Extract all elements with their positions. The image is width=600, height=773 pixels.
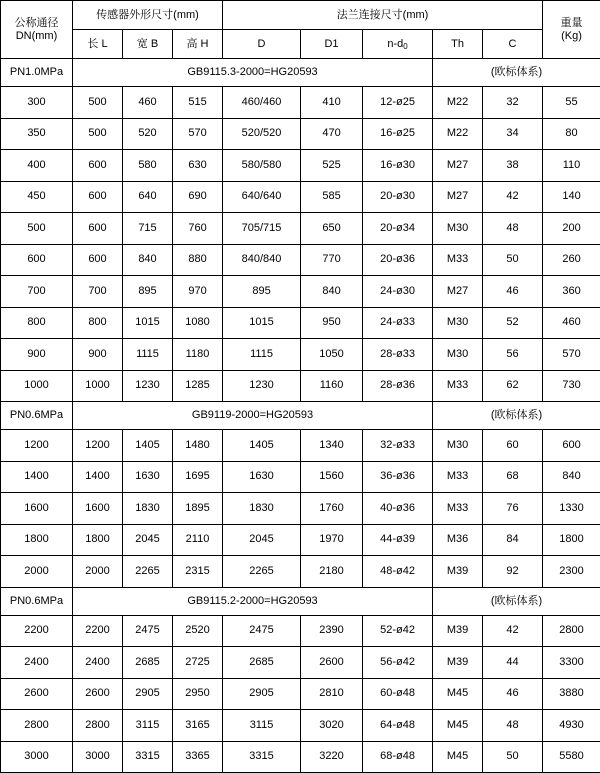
cell-width: 2475 xyxy=(123,615,173,647)
cell-dn: 2600 xyxy=(1,678,73,710)
cell-height: 2950 xyxy=(173,678,223,710)
table-row xyxy=(1,244,600,276)
cell-d1: 1560 xyxy=(301,461,363,493)
cell-d: 1230 xyxy=(223,370,301,402)
cell-length: 900 xyxy=(73,339,123,371)
table-row xyxy=(1,276,600,308)
header-col-length: 长 L xyxy=(73,30,123,59)
cell-n-d: 32-ø33 xyxy=(363,430,433,462)
cell-th: M45 xyxy=(433,678,483,710)
cell-height: 2315 xyxy=(173,556,223,588)
cell-dn: 450 xyxy=(1,181,73,213)
cell-c: 92 xyxy=(483,556,543,588)
cell-height: 3365 xyxy=(173,741,223,773)
cell-d1: 950 xyxy=(301,307,363,339)
cell-length: 800 xyxy=(73,307,123,339)
cell-dn: 1800 xyxy=(1,524,73,556)
table-row xyxy=(1,556,600,588)
cell-dn: 350 xyxy=(1,118,73,150)
cell-d: 705/715 xyxy=(223,213,301,245)
cell-length: 1600 xyxy=(73,493,123,525)
cell-length: 2600 xyxy=(73,678,123,710)
header-col-height: 高 H xyxy=(173,30,223,59)
table-row xyxy=(1,710,600,742)
table-row xyxy=(1,741,600,773)
cell-length: 1400 xyxy=(73,461,123,493)
cell-th: M39 xyxy=(433,615,483,647)
table-row xyxy=(1,493,600,525)
cell-c: 42 xyxy=(483,615,543,647)
cell-d1: 525 xyxy=(301,150,363,182)
header-col-width: 宽 B xyxy=(123,30,173,59)
cell-d: 580/580 xyxy=(223,150,301,182)
cell-width: 580 xyxy=(123,150,173,182)
cell-th: M30 xyxy=(433,307,483,339)
cell-n-d: 20-ø34 xyxy=(363,213,433,245)
cell-c: 56 xyxy=(483,339,543,371)
cell-weight: 80 xyxy=(543,118,600,150)
cell-length: 2000 xyxy=(73,556,123,588)
cell-weight: 840 xyxy=(543,461,600,493)
section-note-label: (欧标体系) xyxy=(433,59,600,87)
cell-weight: 460 xyxy=(543,307,600,339)
cell-d: 2475 xyxy=(223,615,301,647)
cell-d: 520/520 xyxy=(223,118,301,150)
cell-c: 60 xyxy=(483,430,543,462)
header-col-n-d-text: n-d xyxy=(387,38,403,50)
cell-th: M22 xyxy=(433,87,483,119)
cell-c: 44 xyxy=(483,647,543,679)
cell-width: 3315 xyxy=(123,741,173,773)
header-col-th: Th xyxy=(433,30,483,59)
cell-th: M39 xyxy=(433,647,483,679)
cell-width: 2265 xyxy=(123,556,173,588)
header-dn-line2: DN(mm) xyxy=(1,30,72,43)
header-col-n-d-sub: 0 xyxy=(403,42,407,51)
cell-dn: 1600 xyxy=(1,493,73,525)
header-dn-line1: 公称通径 xyxy=(1,17,72,30)
cell-width: 840 xyxy=(123,244,173,276)
section-pressure-label: PN0.6MPa xyxy=(1,402,73,430)
cell-n-d: 20-ø30 xyxy=(363,181,433,213)
cell-c: 68 xyxy=(483,461,543,493)
cell-n-d: 60-ø48 xyxy=(363,678,433,710)
cell-n-d: 28-ø33 xyxy=(363,339,433,371)
cell-height: 2725 xyxy=(173,647,223,679)
cell-height: 1695 xyxy=(173,461,223,493)
cell-length: 600 xyxy=(73,150,123,182)
section-note-label: (欧标体系) xyxy=(433,587,600,615)
cell-th: M22 xyxy=(433,118,483,150)
cell-weight: 2800 xyxy=(543,615,600,647)
cell-length: 1800 xyxy=(73,524,123,556)
cell-width: 2685 xyxy=(123,647,173,679)
cell-th: M30 xyxy=(433,339,483,371)
header-weight xyxy=(543,1,600,59)
table-row xyxy=(1,181,600,213)
header-group-sensor: 传感器外形尺寸(mm) xyxy=(73,1,223,30)
cell-th: M27 xyxy=(433,181,483,213)
cell-d1: 1970 xyxy=(301,524,363,556)
table-row xyxy=(1,150,600,182)
cell-weight: 110 xyxy=(543,150,600,182)
table-row xyxy=(1,118,600,150)
cell-width: 640 xyxy=(123,181,173,213)
cell-n-d: 64-ø48 xyxy=(363,710,433,742)
cell-d1: 1340 xyxy=(301,430,363,462)
cell-d1: 2390 xyxy=(301,615,363,647)
cell-n-d: 12-ø25 xyxy=(363,87,433,119)
cell-c: 38 xyxy=(483,150,543,182)
cell-dn: 2000 xyxy=(1,556,73,588)
cell-n-d: 52-ø42 xyxy=(363,615,433,647)
cell-c: 32 xyxy=(483,87,543,119)
cell-width: 715 xyxy=(123,213,173,245)
cell-height: 1285 xyxy=(173,370,223,402)
cell-d: 3315 xyxy=(223,741,301,773)
cell-weight: 1330 xyxy=(543,493,600,525)
cell-th: M30 xyxy=(433,213,483,245)
cell-dn: 2800 xyxy=(1,710,73,742)
cell-n-d: 28-ø36 xyxy=(363,370,433,402)
header-weight-line1: 重量 xyxy=(543,17,600,30)
cell-d: 1830 xyxy=(223,493,301,525)
cell-d1: 770 xyxy=(301,244,363,276)
header-col-d: D xyxy=(223,30,301,59)
section-note-label: (欧标体系) xyxy=(433,402,600,430)
cell-c: 84 xyxy=(483,524,543,556)
cell-height: 690 xyxy=(173,181,223,213)
cell-weight: 570 xyxy=(543,339,600,371)
cell-d1: 1050 xyxy=(301,339,363,371)
cell-width: 3115 xyxy=(123,710,173,742)
cell-weight: 55 xyxy=(543,87,600,119)
cell-length: 500 xyxy=(73,87,123,119)
cell-c: 62 xyxy=(483,370,543,402)
cell-length: 1000 xyxy=(73,370,123,402)
cell-n-d: 68-ø48 xyxy=(363,741,433,773)
cell-d: 2265 xyxy=(223,556,301,588)
cell-width: 1830 xyxy=(123,493,173,525)
table-row xyxy=(1,370,600,402)
cell-height: 1180 xyxy=(173,339,223,371)
cell-d: 1015 xyxy=(223,307,301,339)
cell-width: 1405 xyxy=(123,430,173,462)
cell-n-d: 20-ø36 xyxy=(363,244,433,276)
cell-weight: 730 xyxy=(543,370,600,402)
cell-c: 50 xyxy=(483,741,543,773)
cell-length: 3000 xyxy=(73,741,123,773)
cell-d: 460/460 xyxy=(223,87,301,119)
cell-width: 460 xyxy=(123,87,173,119)
cell-c: 46 xyxy=(483,678,543,710)
header-row-top xyxy=(1,1,600,30)
cell-d: 2045 xyxy=(223,524,301,556)
cell-length: 2400 xyxy=(73,647,123,679)
cell-th: M27 xyxy=(433,150,483,182)
cell-length: 600 xyxy=(73,244,123,276)
cell-width: 1015 xyxy=(123,307,173,339)
cell-weight: 360 xyxy=(543,276,600,308)
cell-d1: 3020 xyxy=(301,710,363,742)
section-pressure-label: PN1.0MPa xyxy=(1,59,73,87)
cell-d1: 2600 xyxy=(301,647,363,679)
cell-th: M45 xyxy=(433,710,483,742)
header-col-c: C xyxy=(483,30,543,59)
cell-weight: 4930 xyxy=(543,710,600,742)
table-row xyxy=(1,678,600,710)
cell-d: 640/640 xyxy=(223,181,301,213)
section-standard-label: GB9115.2-2000=HG20593 xyxy=(73,587,433,615)
cell-height: 2520 xyxy=(173,615,223,647)
cell-length: 2800 xyxy=(73,710,123,742)
cell-dn: 900 xyxy=(1,339,73,371)
cell-th: M33 xyxy=(433,461,483,493)
cell-n-d: 16-ø25 xyxy=(363,118,433,150)
cell-width: 2045 xyxy=(123,524,173,556)
cell-weight: 140 xyxy=(543,181,600,213)
section-standard-label: GB9119-2000=HG20593 xyxy=(73,402,433,430)
cell-width: 1230 xyxy=(123,370,173,402)
cell-weight: 600 xyxy=(543,430,600,462)
cell-n-d: 48-ø42 xyxy=(363,556,433,588)
cell-length: 1200 xyxy=(73,430,123,462)
table-body xyxy=(1,1,600,773)
cell-dn: 700 xyxy=(1,276,73,308)
cell-height: 3165 xyxy=(173,710,223,742)
cell-dn: 2200 xyxy=(1,615,73,647)
section-header-row xyxy=(1,402,600,430)
table-row xyxy=(1,213,600,245)
cell-height: 630 xyxy=(173,150,223,182)
table-row xyxy=(1,461,600,493)
cell-width: 1115 xyxy=(123,339,173,371)
cell-d: 840/840 xyxy=(223,244,301,276)
cell-c: 52 xyxy=(483,307,543,339)
cell-d1: 840 xyxy=(301,276,363,308)
header-col-d1: D1 xyxy=(301,30,363,59)
header-group-flange: 法兰连接尺寸(mm) xyxy=(223,1,543,30)
cell-d1: 1760 xyxy=(301,493,363,525)
cell-length: 600 xyxy=(73,181,123,213)
cell-th: M33 xyxy=(433,244,483,276)
cell-height: 570 xyxy=(173,118,223,150)
cell-dn: 600 xyxy=(1,244,73,276)
cell-c: 48 xyxy=(483,213,543,245)
cell-dn: 500 xyxy=(1,213,73,245)
table-row xyxy=(1,615,600,647)
header-dn xyxy=(1,1,73,59)
cell-th: M33 xyxy=(433,370,483,402)
cell-dn: 400 xyxy=(1,150,73,182)
cell-d: 2685 xyxy=(223,647,301,679)
cell-length: 700 xyxy=(73,276,123,308)
header-row-bottom xyxy=(1,30,600,59)
cell-width: 1630 xyxy=(123,461,173,493)
cell-th: M27 xyxy=(433,276,483,308)
cell-height: 760 xyxy=(173,213,223,245)
section-pressure-label: PN0.6MPa xyxy=(1,587,73,615)
cell-d: 895 xyxy=(223,276,301,308)
cell-height: 1080 xyxy=(173,307,223,339)
header-col-n-d xyxy=(363,30,433,59)
section-standard-label: GB9115.3-2000=HG20593 xyxy=(73,59,433,87)
cell-height: 515 xyxy=(173,87,223,119)
cell-c: 76 xyxy=(483,493,543,525)
cell-d: 1405 xyxy=(223,430,301,462)
cell-d1: 410 xyxy=(301,87,363,119)
cell-d1: 585 xyxy=(301,181,363,213)
table-row xyxy=(1,307,600,339)
cell-c: 46 xyxy=(483,276,543,308)
cell-height: 880 xyxy=(173,244,223,276)
cell-d1: 650 xyxy=(301,213,363,245)
cell-weight: 3880 xyxy=(543,678,600,710)
header-weight-line2: (Kg) xyxy=(543,30,600,43)
cell-dn: 800 xyxy=(1,307,73,339)
cell-weight: 3300 xyxy=(543,647,600,679)
cell-n-d: 36-ø36 xyxy=(363,461,433,493)
table-row xyxy=(1,430,600,462)
cell-width: 895 xyxy=(123,276,173,308)
cell-height: 1480 xyxy=(173,430,223,462)
cell-height: 1895 xyxy=(173,493,223,525)
cell-th: M45 xyxy=(433,741,483,773)
table-row xyxy=(1,524,600,556)
cell-th: M33 xyxy=(433,493,483,525)
cell-weight: 2300 xyxy=(543,556,600,588)
cell-dn: 1400 xyxy=(1,461,73,493)
cell-width: 520 xyxy=(123,118,173,150)
cell-dn: 2400 xyxy=(1,647,73,679)
cell-d: 3115 xyxy=(223,710,301,742)
section-header-row xyxy=(1,587,600,615)
cell-weight: 260 xyxy=(543,244,600,276)
cell-height: 970 xyxy=(173,276,223,308)
cell-height: 2110 xyxy=(173,524,223,556)
cell-d1: 3220 xyxy=(301,741,363,773)
cell-n-d: 44-ø39 xyxy=(363,524,433,556)
cell-th: M30 xyxy=(433,430,483,462)
cell-dn: 3000 xyxy=(1,741,73,773)
cell-d1: 2180 xyxy=(301,556,363,588)
cell-dn: 300 xyxy=(1,87,73,119)
cell-d1: 2810 xyxy=(301,678,363,710)
cell-d: 2905 xyxy=(223,678,301,710)
cell-d1: 470 xyxy=(301,118,363,150)
table-row xyxy=(1,339,600,371)
cell-length: 600 xyxy=(73,213,123,245)
cell-d: 1630 xyxy=(223,461,301,493)
cell-c: 48 xyxy=(483,710,543,742)
cell-weight: 200 xyxy=(543,213,600,245)
cell-d1: 1160 xyxy=(301,370,363,402)
section-header-row xyxy=(1,59,600,87)
cell-dn: 1200 xyxy=(1,430,73,462)
cell-c: 50 xyxy=(483,244,543,276)
cell-c: 34 xyxy=(483,118,543,150)
cell-dn: 1000 xyxy=(1,370,73,402)
cell-length: 500 xyxy=(73,118,123,150)
cell-n-d: 56-ø42 xyxy=(363,647,433,679)
cell-n-d: 24-ø33 xyxy=(363,307,433,339)
cell-th: M39 xyxy=(433,556,483,588)
table-row xyxy=(1,647,600,679)
cell-weight: 5580 xyxy=(543,741,600,773)
table-row xyxy=(1,87,600,119)
cell-width: 2905 xyxy=(123,678,173,710)
cell-weight: 1800 xyxy=(543,524,600,556)
cell-n-d: 16-ø30 xyxy=(363,150,433,182)
cell-d: 1115 xyxy=(223,339,301,371)
cell-c: 42 xyxy=(483,181,543,213)
cell-n-d: 40-ø36 xyxy=(363,493,433,525)
cell-th: M36 xyxy=(433,524,483,556)
cell-length: 2200 xyxy=(73,615,123,647)
cell-n-d: 24-ø30 xyxy=(363,276,433,308)
